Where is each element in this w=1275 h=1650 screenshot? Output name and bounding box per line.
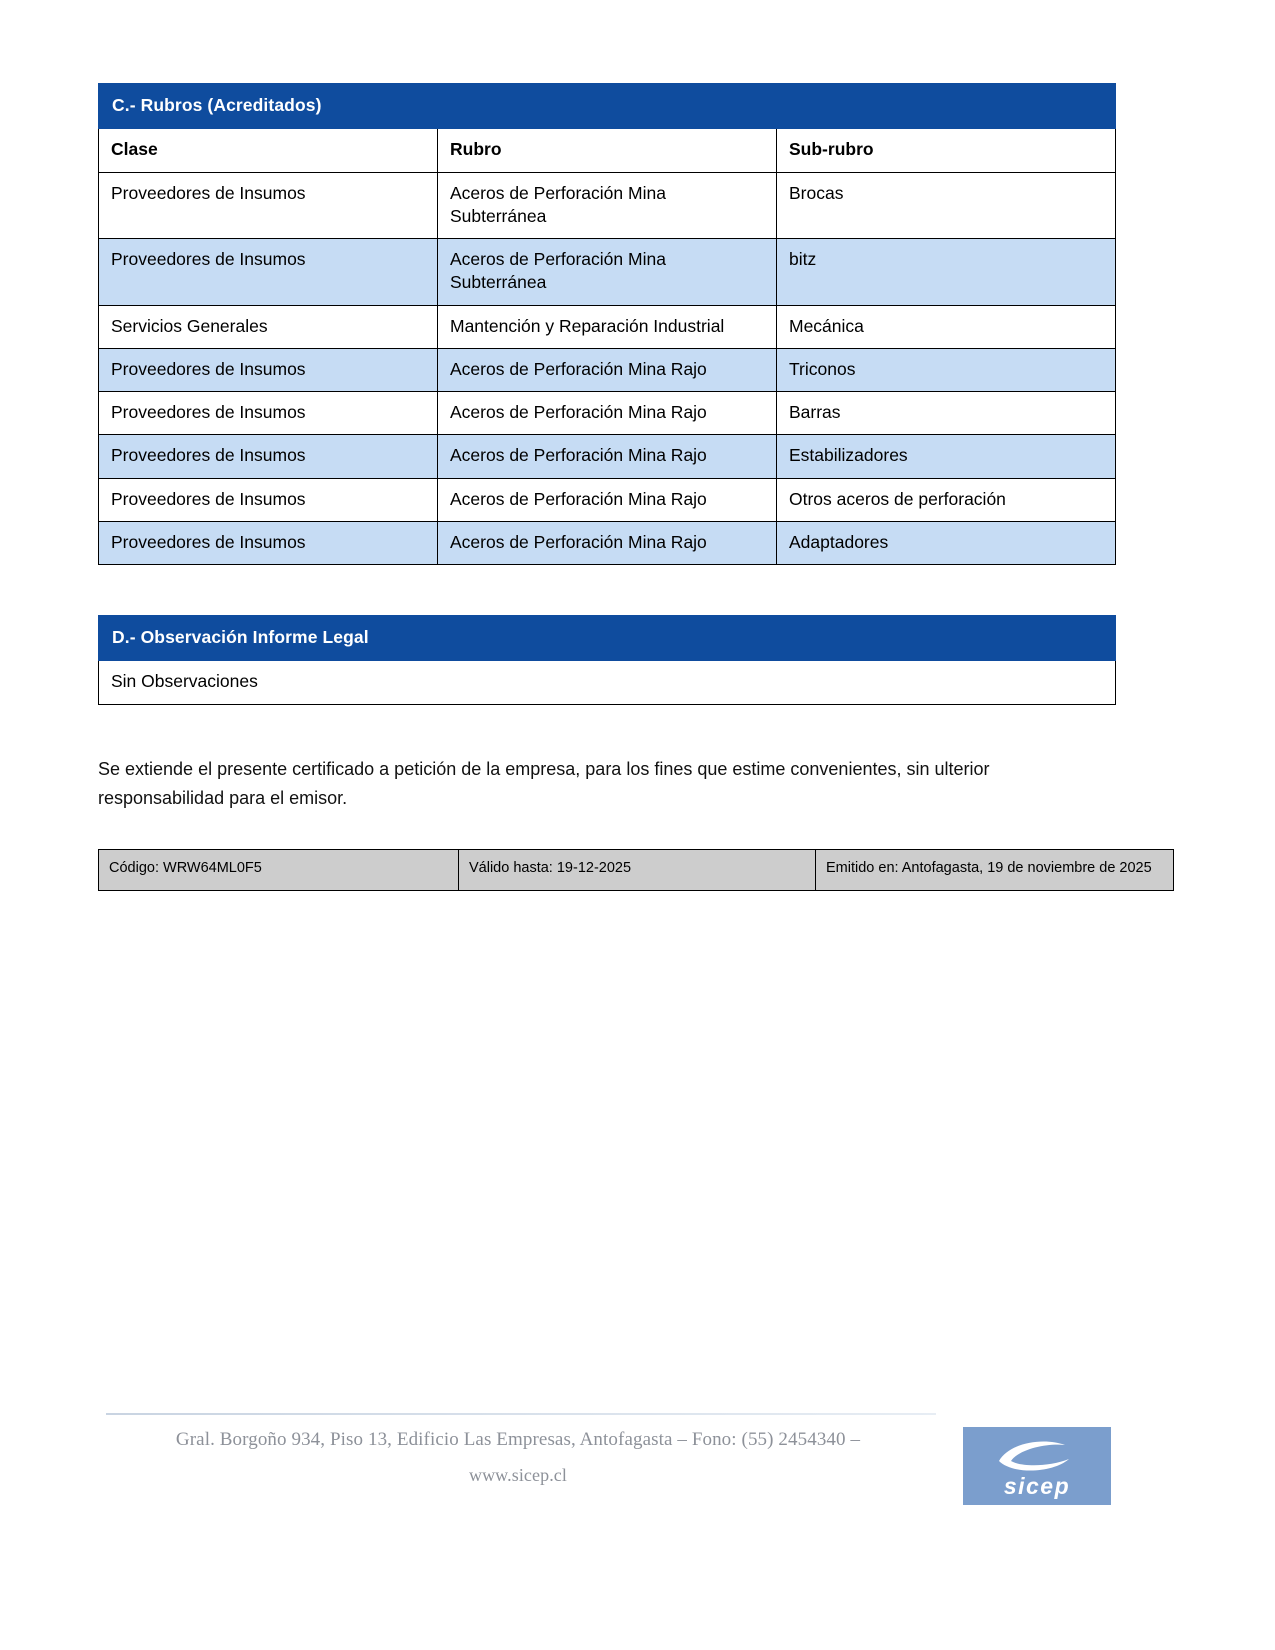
sicep-logo: [963, 1427, 1111, 1505]
observacion-section-title: D.- Observación Informe Legal: [99, 616, 1116, 661]
cell-subrubro: Brocas: [777, 172, 1116, 239]
certificate-statement: Se extiende el presente certificado a petición de la empresa, para los fines que estime convenientes, sin ulterior responsabilidad para el emisor.: [98, 758, 990, 808]
footer-contact: [98, 1421, 938, 1493]
rubros-column-header-row: [99, 129, 1116, 172]
column-header-subrubro: Sub-rubro: [777, 129, 1116, 172]
meta-emitido-en: Emitido en: Antofagasta, 19 de noviembre de 2025: [816, 850, 1174, 891]
cell-subrubro: Otros aceros de perforación: [777, 478, 1116, 521]
column-header-clase: Clase: [99, 129, 438, 172]
cell-subrubro: bitz: [777, 239, 1116, 306]
spacer: [98, 565, 1116, 615]
column-header-rubro: Rubro: [438, 129, 777, 172]
cell-rubro: Aceros de Perforación Mina Rajo: [438, 348, 777, 391]
cell-clase: Proveedores de Insumos: [99, 392, 438, 435]
cell-clase: Proveedores de Insumos: [99, 478, 438, 521]
spacer: [98, 813, 1116, 849]
cell-clase: Proveedores de Insumos: [99, 521, 438, 564]
page-footer: [98, 1413, 1118, 1528]
meta-valido-hasta: Válido hasta: 19-12-2025: [459, 850, 816, 891]
table-row: [99, 661, 1116, 704]
footer-website[interactable]: www.sicep.cl: [468, 1465, 567, 1486]
swoosh-icon: [991, 1435, 1083, 1475]
rubros-section-header: [99, 84, 1116, 129]
observacion-table: [98, 615, 1116, 705]
document-content: [98, 83, 1152, 891]
observacion-section-header: [99, 616, 1116, 661]
table-row: [99, 850, 1174, 891]
cell-rubro: Aceros de Perforación Mina Subterránea: [438, 172, 777, 239]
cell-clase: Servicios Generales: [99, 305, 438, 348]
table-row: [99, 478, 1116, 521]
cell-subrubro: Mecánica: [777, 305, 1116, 348]
cell-clase: Proveedores de Insumos: [99, 172, 438, 239]
sicep-logo-text: sicep: [1003, 1473, 1071, 1499]
cell-rubro: Aceros de Perforación Mina Rajo: [438, 392, 777, 435]
meta-codigo: Código: WRW64ML0F5: [99, 850, 459, 891]
cell-rubro: Aceros de Perforación Mina Subterránea: [438, 239, 777, 306]
cell-rubro: Aceros de Perforación Mina Rajo: [438, 478, 777, 521]
cell-subrubro: Adaptadores: [777, 521, 1116, 564]
cell-clase: Proveedores de Insumos: [99, 239, 438, 306]
table-row: [99, 435, 1116, 478]
cell-rubro: Aceros de Perforación Mina Rajo: [438, 521, 777, 564]
cell-subrubro: Triconos: [777, 348, 1116, 391]
table-row: [99, 348, 1116, 391]
table-row: [99, 172, 1116, 239]
cell-subrubro: Barras: [777, 392, 1116, 435]
cell-clase: Proveedores de Insumos: [99, 435, 438, 478]
footer-divider: [106, 1413, 936, 1415]
rubros-table: [98, 83, 1116, 565]
observacion-value: Sin Observaciones: [99, 661, 1116, 704]
spacer: [98, 705, 1116, 755]
footer-address: Gral. Borgoño 934, Piso 13, Edificio Las Empresas, Antofagasta – Fono: (55) 2454340 –: [175, 1429, 861, 1450]
cell-clase: Proveedores de Insumos: [99, 348, 438, 391]
cell-subrubro: Estabilizadores: [777, 435, 1116, 478]
table-row: [99, 521, 1116, 564]
table-row: [99, 239, 1116, 306]
cell-rubro: Aceros de Perforación Mina Rajo: [438, 435, 777, 478]
rubros-section-title: C.- Rubros (Acreditados): [99, 84, 1116, 129]
cell-rubro: Mantención y Reparación Industrial: [438, 305, 777, 348]
table-row: [99, 305, 1116, 348]
certificate-meta-table: [98, 849, 1174, 891]
table-row: [99, 392, 1116, 435]
